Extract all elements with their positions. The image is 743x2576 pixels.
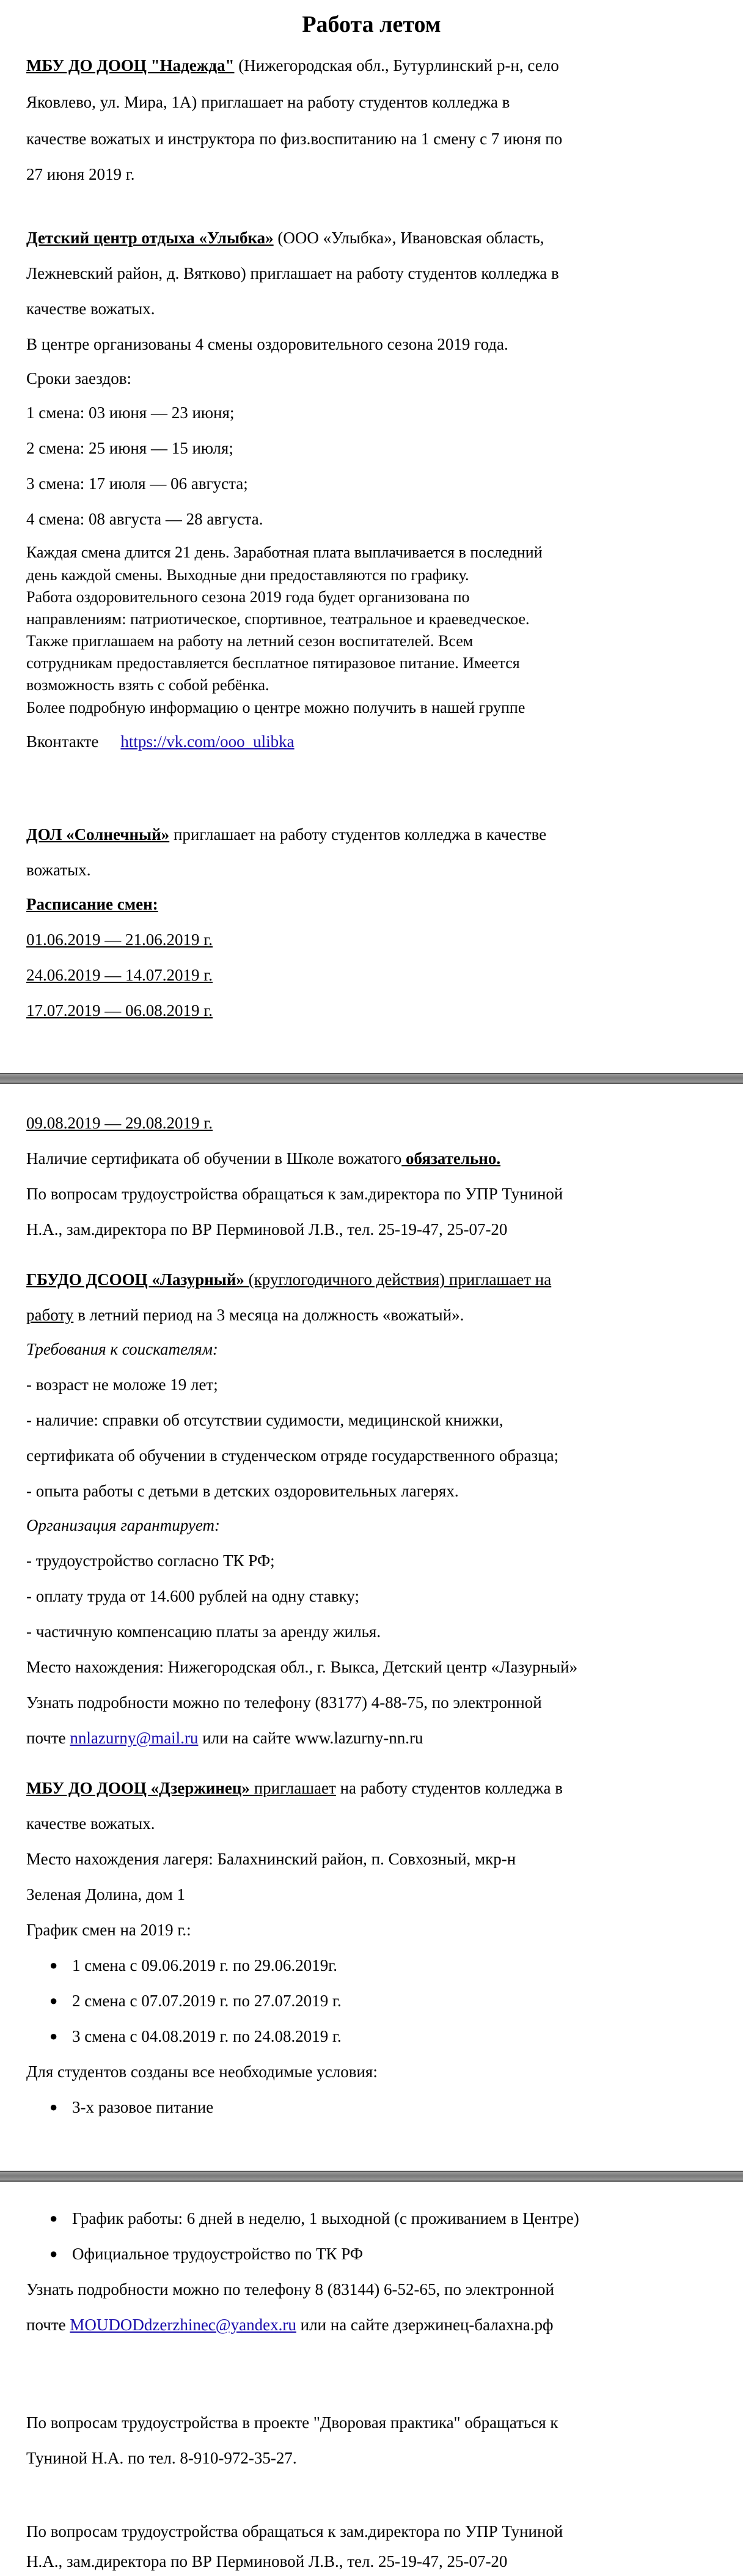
dzerzhinets-shift-1: 1 смена с 09.06.2019 г. по 29.06.2019г. [72,1956,337,1974]
ulybka-para-7: возможность взять с собой ребёнка. [26,676,269,694]
final-contact-2: Н.А., зам.директора по ВР Перминовой Л.В., тел. 25-19-47, 25-07-20 [26,2552,508,2570]
cert-line: Наличие сертификата об обучении в Школе вожатого обязательно. [26,1149,501,1168]
lazurny-req-3: сертификата об обучении в студенческом отряде государственного образца; [26,1446,559,1465]
ulybka-shift-4: 4 смена: 08 августа — 28 августа. [26,510,263,528]
dzerzhinets-cond-label: Для студентов созданы все необходимые условия: [26,2063,378,2081]
lazurny-guar-1: - трудоустройство согласно ТК РФ; [26,1551,275,1570]
bullet-icon: ● [49,2099,58,2114]
lazurny-guar-2: - оплату труда от 14.600 рублей на одну ставку; [26,1587,359,1605]
lazurny-mail-row: почте nnlazurny@mail.ru или на сайте www.lazurny-nn.ru [26,1729,423,1747]
bullet-icon: ● [49,2210,58,2226]
solnechny-contact-1: По вопросам трудоустройства обращаться к зам.директора по УПР Туниной [26,1185,563,1203]
ulybka-org: Детский центр отдыха «Улыбка» [26,229,274,247]
lazurny-line-1: ГБУДО ДСООЦ «Лазурный» (круглогодичного действия) приглашает на [26,1270,552,1289]
nadezhda-line-4: 27 июня 2019 г. [26,165,135,183]
vk-label: Вконтакте [26,732,99,751]
ulybka-line-1: Детский центр отдыха «Улыбка» (ООО «Улыбка», Ивановская область, [26,229,544,247]
dzerzhinets-loc-1: Место нахождения лагеря: Балахнинский район, п. Совхозный, мкр-н [26,1850,516,1868]
solnechny-org: ДОЛ «Солнечный» [26,825,170,844]
dzerzhinets-shift-3: 3 смена с 04.08.2019 г. по 24.08.2019 г. [72,2027,342,2045]
dzerzhinets-graph-label: График смен на 2019 г.: [26,1921,191,1939]
dzerzhinets-shift-2: 2 смена с 07.07.2019 г. по 27.07.2019 г. [72,1992,342,2010]
lazurny-req-label: Требования к соискателям: [26,1340,218,1358]
ulybka-line-2: Лежневский район, д. Вятково) приглашает на работу студентов колледжа в [26,264,559,282]
nadezhda-line-1: МБУ ДО ДООЦ "Надежда" (Нижегородская обл., Бутурлинский р-н, село [26,56,559,75]
dzerzhinets-line-1: МБУ ДО ДООЦ «Дзержинец» приглашает на работу студентов колледжа в [26,1779,563,1797]
ulybka-para-1: Каждая смена длится 21 день. Заработная плата выплачивается в последний [26,543,543,561]
lazurny-email-link[interactable]: nnlazurny@mail.ru [70,1729,199,1747]
dzerzhinets-condition-2: График работы: 6 дней в неделю, 1 выходной (с проживанием в Центре) [72,2209,579,2228]
lazurny-line-2: работу в летний период на 3 месяца на должность «вожатый». [26,1306,464,1324]
solnechny-date-1: 01.06.2019 — 21.06.2019 г. [26,930,213,949]
ulybka-shift-1: 1 смена: 03 июня — 23 июня; [26,403,235,422]
ulybka-para-6: сотрудникам предоставляется бесплатное пятиразовое питание. Имеется [26,654,520,672]
lazurny-req-4: - опыта работы с детьми в детских оздоровительных лагерях. [26,1482,459,1500]
lazurny-phone: Узнать подробности можно по телефону (83177) 4-88-75, по электронной [26,1693,542,1712]
page-separator [0,1073,743,1084]
bullet-icon: ● [49,1993,58,2008]
ulybka-para-3: Работа оздоровительного сезона 2019 года будет организована по [26,588,470,606]
ulybka-para-4: направлениям: патриотическое, спортивное, театральное и краеведческое. [26,610,530,628]
ulybka-para-8: Более подробную информацию о центре можно получить в нашей группе [26,699,525,716]
dvorovaya-line-1: По вопросам трудоустройства в проекте "Дворовая практика" обращаться к [26,2413,558,2432]
dzerzhinets-loc-2: Зеленая Долина, дом 1 [26,1885,186,1904]
dzerzhinets-line-2: качестве вожатых. [26,1814,155,1833]
lazurny-guar-3: - частичную компенсацию платы за аренду жилья. [26,1622,381,1641]
lazurny-req-2: - наличие: справки об отсутствии судимости, медицинской книжки, [26,1411,503,1429]
ulybka-para-2: день каждой смены. Выходные дни предоставляются по графику. [26,566,469,584]
dzerzhinets-condition-3: Официальное трудоустройство по ТК РФ [72,2245,364,2263]
page-3 [0,2182,743,2576]
solnechny-contact-2: Н.А., зам.директора по ВР Перминовой Л.В., тел. 25-19-47, 25-07-20 [26,1220,508,1238]
ulybka-line-5: Сроки заездов: [26,369,131,388]
solnechny-date-3: 17.07.2019 — 06.08.2019 г. [26,1001,213,1020]
bullet-icon: ● [49,2028,58,2044]
dzerzhinets-condition-1: 3-х разовое питание [72,2098,214,2116]
ulybka-line-3: качестве вожатых. [26,300,155,318]
page-separator [0,2171,743,2182]
schedule-label: Расписание смен: [26,895,158,913]
nadezhda-org: МБУ ДО ДООЦ "Надежда" [26,56,235,75]
page-1 [0,0,743,1073]
lazurny-guar-label: Организация гарантирует: [26,1516,220,1534]
solnechny-date-2: 24.06.2019 — 14.07.2019 г. [26,966,213,984]
ulybka-shift-3: 3 смена: 17 июля — 06 августа; [26,474,248,493]
solnechny-line-2: вожатых. [26,861,91,879]
dvorovaya-line-2: Туниной Н.А. по тел. 8-910-972-35-27. [26,2449,297,2467]
dzerzhinets-email-link[interactable]: MOUDODdzerzhinec@yandex.ru [70,2316,296,2334]
nadezhda-line-3: качестве вожатых и инструктора по физ.воспитанию на 1 смену с 7 июня по [26,130,563,148]
dzerzhinets-mail-row: почте MOUDODdzerzhinec@yandex.ru или на сайте дзержинец-балахна.рф [26,2316,554,2334]
bullet-icon: ● [49,1957,58,1973]
cert-required: обязательно. [401,1149,501,1168]
nadezhda-line-2: Яковлево, ул. Мира, 1А) приглашает на работу студентов колледжа в [26,93,510,111]
ulybka-vk-row [26,731,295,752]
dzerzhinets-org: МБУ ДО ДООЦ «Дзержинец» [26,1779,250,1797]
page-title: Работа летом [302,12,441,37]
solnechny-date-4: 09.08.2019 — 29.08.2019 г. [26,1114,213,1132]
ulybka-line-4: В центре организованы 4 смены оздоровительного сезона 2019 года. [26,335,508,353]
bullet-icon: ● [49,2246,58,2261]
solnechny-line-1: ДОЛ «Солнечный» приглашает на работу студентов колледжа в качестве [26,825,547,844]
lazurny-req-1: - возраст не моложе 19 лет; [26,1375,218,1394]
dzerzhinets-phone: Узнать подробности можно по телефону 8 (83144) 6-52-65, по электронной [26,2280,554,2298]
final-contact-1: По вопросам трудоустройства обращаться к зам.директора по УПР Туниной [26,2522,563,2541]
lazurny-org: ГБУДО ДСООЦ «Лазурный» [26,1270,244,1289]
lazurny-location: Место нахождения: Нижегородская обл., г. Выкса, Детский центр «Лазурный» [26,1658,578,1676]
page-2 [0,1084,743,2171]
ulybka-shift-2: 2 смена: 25 июня — 15 июля; [26,439,233,457]
vk-link[interactable]: https://vk.com/ooo_ulibka [120,732,295,751]
ulybka-para-5: Также приглашаем на работу на летний сезон воспитателей. Всем [26,632,474,650]
